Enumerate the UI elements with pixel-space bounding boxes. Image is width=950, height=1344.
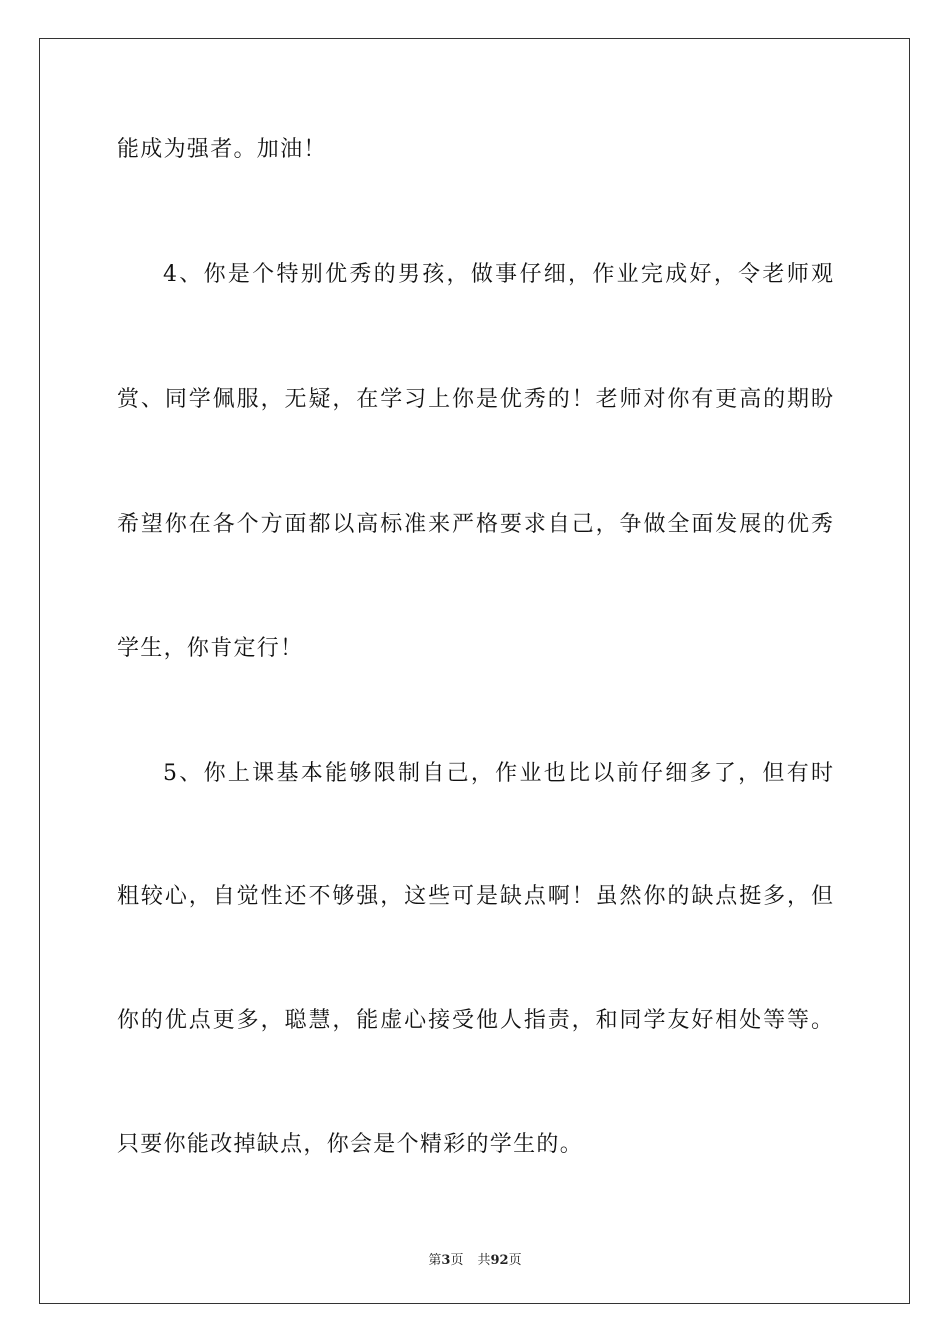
total-prefix: 共 bbox=[477, 1253, 491, 1268]
page-number: 3 bbox=[441, 1253, 451, 1268]
text-line-6: 5、你上课基本能够限制自己，作业也比以前仔细多了，但有时 bbox=[163, 761, 833, 786]
text-line-7: 粗较心，自觉性还不够强，这些可是缺点啊！虽然你的缺点挺多，但 bbox=[117, 884, 833, 909]
page-suffix: 页 bbox=[450, 1253, 464, 1268]
total-pages: 92 bbox=[490, 1253, 509, 1268]
page-prefix: 第 bbox=[428, 1253, 442, 1268]
total-suffix: 页 bbox=[508, 1253, 522, 1268]
text-line-9: 只要你能改掉缺点，你会是个精彩的学生的。 bbox=[117, 1132, 584, 1157]
text-line-2: 4、你是个特别优秀的男孩，做事仔细，作业完成好，令老师观 bbox=[163, 262, 833, 287]
page-footer bbox=[0, 1249, 950, 1268]
text-line-3: 赏、同学佩服，无疑，在学习上你是优秀的！老师对你有更高的期盼 bbox=[117, 387, 833, 412]
text-line-5: 学生，你肯定行！ bbox=[117, 636, 304, 661]
page-border bbox=[39, 38, 910, 1304]
text-line-1: 能成为强者。加油！ bbox=[117, 137, 327, 162]
text-line-8: 你的优点更多，聪慧，能虚心接受他人指责，和同学友好相处等等。 bbox=[117, 1008, 833, 1033]
text-line-4: 希望你在各个方面都以高标准来严格要求自己，争做全面发展的优秀 bbox=[117, 512, 833, 537]
